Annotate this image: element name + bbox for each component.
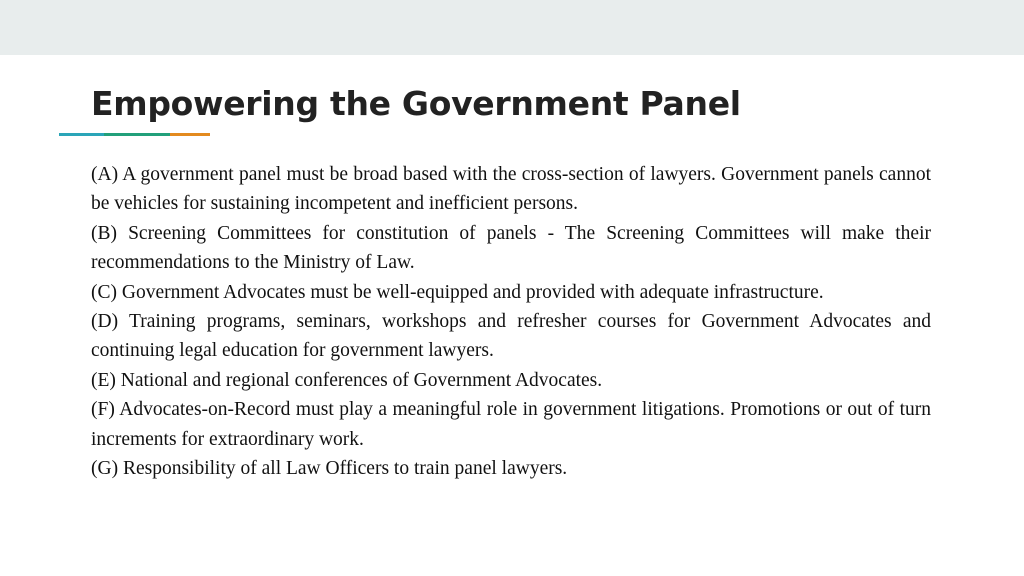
title-accent-teal <box>59 133 104 136</box>
slide-title: Empowering the Government Panel <box>91 84 741 123</box>
paragraph-f: (F) Advocates-on-Record must play a meaningful role in government litigations. Promotions or out of turn increments for extraordinary work. <box>91 399 931 450</box>
top-band <box>0 0 1024 55</box>
paragraph-b: (B) Screening Committees for constitution of panels - The Screening Committees will make their recommendations to the Ministry of Law. <box>91 222 931 274</box>
paragraph-c: (C) Government Advocates must be well-equipped and provided with adequate infrastructure. <box>91 281 824 303</box>
title-accent-green <box>104 133 170 136</box>
paragraph-a: (A) A government panel must be broad based with the cross-section of lawyers. Government panels cannot be vehicles for sustaining incompetent and inefficient persons. <box>91 164 931 215</box>
title-accent-orange <box>170 133 210 136</box>
paragraph-e: (E) National and regional conferences of Government Advocates. <box>91 369 603 391</box>
paragraph-d: (D) Training programs, seminars, workshops and refresher courses for Government Advocates and continuing legal education for government lawyers. <box>91 311 931 362</box>
paragraph-g: (G) Responsibility of all Law Officers to train panel lawyers. <box>91 458 568 480</box>
slide-body <box>91 160 931 483</box>
